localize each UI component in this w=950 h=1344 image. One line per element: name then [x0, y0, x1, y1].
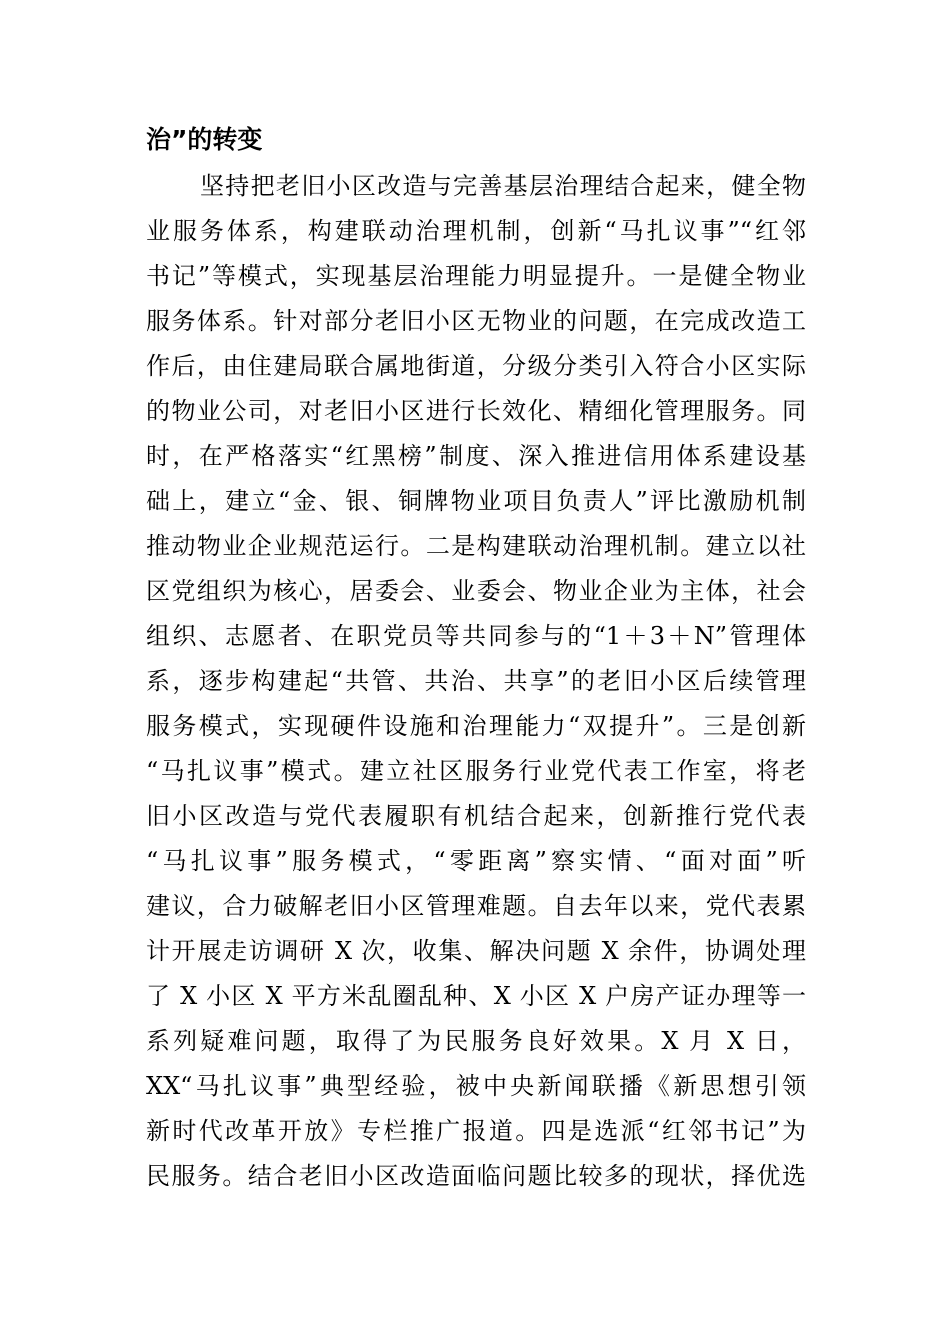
- paragraph-line: 础上，建立“金、银、铜牌物业项目负责人”评比激励机制: [146, 487, 806, 515]
- paragraph-line: “马扎议事”模式。建立社区服务行业党代表工作室，将老: [146, 757, 806, 785]
- paragraph-line: 坚持把老旧小区改造与完善基层治理结合起来，健全物: [200, 172, 806, 200]
- paragraph-line: XX“马扎议事”典型经验，被中央新闻联播《新思想引领: [146, 1072, 806, 1100]
- paragraph-line: 服务模式，实现硬件设施和治理能力“双提升”。三是创新: [146, 712, 806, 740]
- paragraph-line: 计开展走访调研 X 次，收集、解决问题 X 余件，协调处理: [146, 937, 806, 965]
- paragraph-line: 时，在严格落实“红黑榜”制度、深入推进信用体系建设基: [146, 442, 806, 470]
- paragraph-line: 推动物业企业规范运行。二是构建联动治理机制。建立以社: [146, 532, 806, 560]
- paragraph-line: 书记”等模式，实现基层治理能力明显提升。一是健全物业: [146, 262, 806, 290]
- section-heading: 治”的转变: [146, 125, 263, 154]
- paragraph-line: 了 X 小区 X 平方米乱圈乱种、X 小区 X 户房产证办理等一: [146, 982, 806, 1010]
- paragraph-line: 民服务。结合老旧小区改造面临问题比较多的现状，择优选: [146, 1162, 806, 1190]
- paragraph-line: 系列疑难问题，取得了为民服务良好效果。X 月 X 日，: [146, 1027, 806, 1055]
- paragraph-line: 服务体系。针对部分老旧小区无物业的问题，在完成改造工: [146, 307, 806, 335]
- paragraph-line: “马扎议事”服务模式，“零距离”察实情、“面对面”听: [146, 847, 806, 875]
- paragraph-line: 区党组织为核心，居委会、业委会、物业企业为主体，社会: [146, 577, 806, 605]
- paragraph-line: 旧小区改造与党代表履职有机结合起来，创新推行党代表: [146, 802, 806, 830]
- paragraph-line: 的物业公司，对老旧小区进行长效化、精细化管理服务。同: [146, 397, 806, 425]
- paragraph-line: 新时代改革开放》专栏推广报道。四是选派“红邻书记”为: [146, 1117, 806, 1145]
- paragraph-line: 系，逐步构建起“共管、共治、共享”的老旧小区后续管理: [146, 667, 806, 695]
- paragraph-line: 业服务体系，构建联动治理机制，创新“马扎议事”“红邻: [146, 217, 806, 245]
- paragraph-line: 组织、志愿者、在职党员等共同参与的“1＋3＋N”管理体: [146, 622, 806, 650]
- paragraph-line: 作后，由住建局联合属地街道，分级分类引入符合小区实际: [146, 352, 806, 380]
- paragraph-line: 建议，合力破解老旧小区管理难题。自去年以来，党代表累: [146, 892, 806, 920]
